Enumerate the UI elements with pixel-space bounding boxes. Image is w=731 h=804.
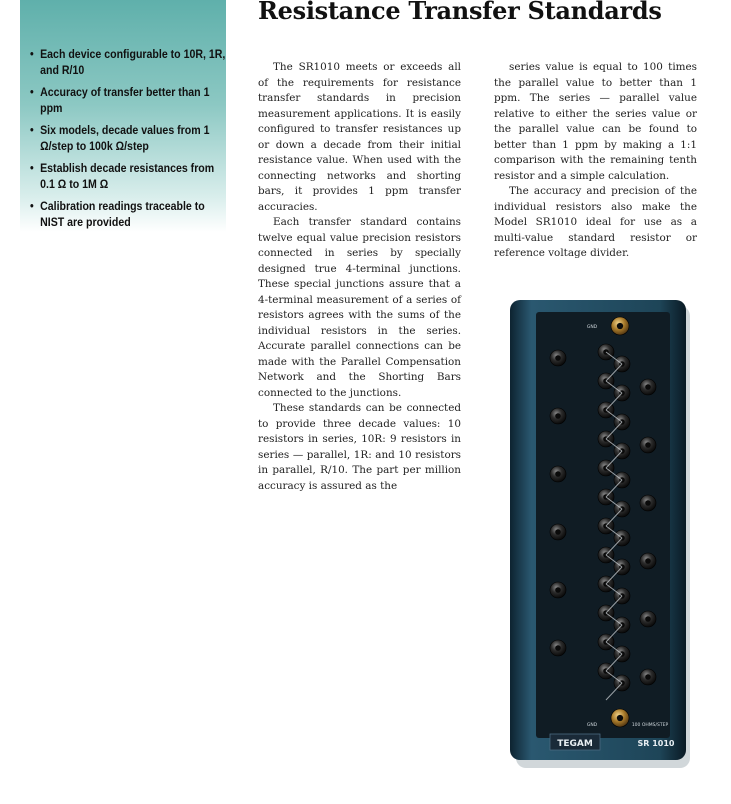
terminal-post-hole — [645, 384, 651, 390]
terminal-post-hole — [645, 616, 651, 622]
gnd-label-top: GND — [586, 325, 598, 330]
terminal-post-hole — [555, 529, 561, 535]
rating-label: 100 OHMS/STEP — [631, 723, 669, 728]
terminal-post-hole — [645, 674, 651, 680]
feature-item: • Each device configurable to 10R, 1R, and R/10 — [30, 47, 229, 79]
brand-label: TEGAM — [557, 739, 593, 749]
feature-item: • Calibration readings traceable to NIST are provided — [30, 199, 229, 231]
text-column-right — [494, 60, 697, 262]
paragraph: Each transfer standard contains twelve equal value precision resistors connected in series by specially designed true 4-terminal junctions. These special junctions assure that a 4-terminal measurement of a series of resistors agrees with the sums of the individual resistors in the series. Accurate parallel connections can be made with the Parallel Compensation Network and the Shorting Bars connected to the junctions. — [258, 216, 461, 399]
terminal-post-hole — [555, 355, 561, 361]
terminal-post-hole — [645, 500, 651, 506]
terminal-post-hole — [645, 442, 651, 448]
terminal-post-hole — [555, 471, 561, 477]
device-illustration — [510, 300, 692, 768]
paragraph: The SR1010 meets or exceeds all of the requirements for resistance transfer standards in precision measurement applications. It is easily configured to transfer resistances up or down a decade from their initial resistance value. When used with the connecting networks and shorting bars, it provides 1 ppm transfer accuracies. — [258, 61, 461, 213]
terminal-post-hole — [617, 715, 623, 721]
page-title: Resistance Transfer Standards — [258, 0, 662, 25]
feature-item: • Six models, decade values from 1 Ω/step to 100k Ω/step — [30, 123, 229, 155]
paragraph: series value is equal to 100 times the parallel value to better than 1 ppm. The series — parallel value relative to either the series value or the parallel value can be found to better than 1 ppm by making a 1:1 comparison with the remaining tenth resistor and a simple calculation. — [494, 61, 697, 182]
terminal-post-hole — [617, 323, 623, 329]
feature-list — [20, 0, 226, 231]
feature-item: • Accuracy of transfer better than 1 ppm — [30, 85, 229, 117]
paragraph: These standards can be connected to provide three decade values: 10 resistors in series, 10R: 9 resistors in series — parallel, 1R: and 10 resistors in parallel, R/10. The part per million accuracy is assured as the — [258, 402, 461, 492]
feature-sidebar — [20, 0, 226, 232]
text-column-left — [258, 60, 461, 494]
terminal-post-hole — [555, 413, 561, 419]
model-label: SR 1010 — [637, 739, 675, 748]
feature-item: • Establish decade resistances from 0.1 Ω to 1M Ω — [30, 161, 229, 193]
terminal-post-hole — [645, 558, 651, 564]
gnd-label-bottom: GND — [586, 723, 598, 728]
terminal-post-hole — [555, 645, 561, 651]
terminal-post-hole — [555, 587, 561, 593]
device-photo — [510, 300, 692, 768]
paragraph: The accuracy and precision of the individual resistors also make the Model SR1010 ideal for use as a multi-value standard resistor or reference voltage divider. — [494, 185, 697, 259]
